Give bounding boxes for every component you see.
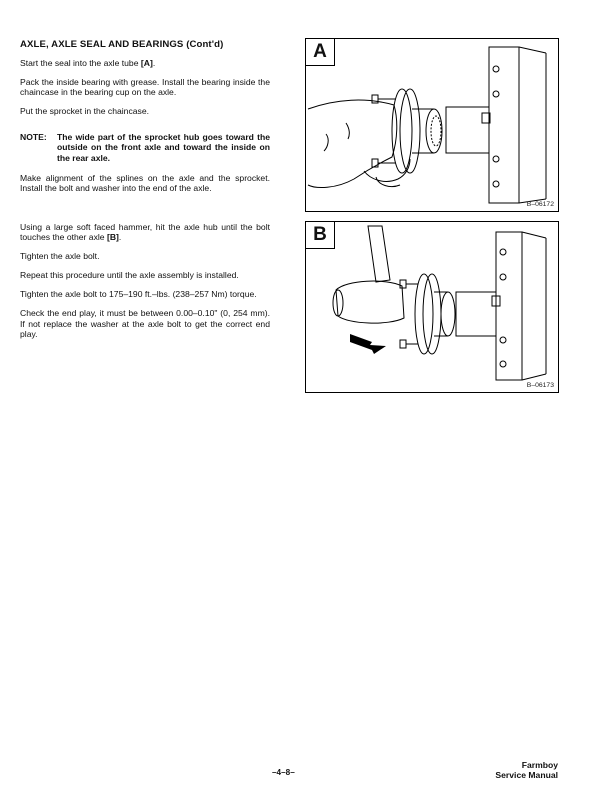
footer-brand-line2: Service Manual [495,770,558,780]
figure-a [305,38,559,212]
step-torque: Tighten the axle bolt to 175–190 ft.–lbs. (238–257 Nm) torque. [20,289,257,300]
step-end-play: Check the end play, it must be between 0.00–0.10" (0, 254 mm). If not replace the washer at the axle bolt to get the correct end play. [20,308,270,340]
figure-b-code: B–06173 [526,382,554,389]
note-text: The wide part of the sprocket hub goes toward the outside on the front axle and toward the inside on the rear axle. [57,132,270,163]
figure-b [305,221,559,393]
note-label: NOTE: [20,132,47,142]
figure-a-illustration [306,39,558,211]
steps-top [20,58,270,125]
footer-brand-line1: Farmboy [521,760,558,770]
footer-brand [495,760,558,780]
step-repeat: Repeat this procedure until the axle assembly is installed. [20,270,239,281]
figure-a-letter: A [306,39,335,66]
step-tighten-bolt: Tighten the axle bolt. [20,251,100,262]
note-block [20,132,270,163]
step-start-seal: Start the seal into the axle tube [A]. [20,58,156,68]
step-alignment: Make alignment of the splines on the axle and the sprocket. Install the bolt and washer into the end of the axle. [20,173,270,194]
figure-ref-b: [B] [106,232,119,243]
steps-bottom [20,222,270,348]
step-pack-bearing: Pack the inside bearing with grease. Install the bearing inside the chaincase in the bearing cup on the axle. [20,77,270,98]
figure-a-code: B–06172 [526,201,554,208]
figure-b-letter: B [306,222,335,249]
figure-ref-a: [A] [140,58,153,68]
step-hammer-hub: Using a large soft faced hammer, hit the axle hub until the bolt touches the other axle [B]. [20,222,270,243]
step-put-sprocket: Put the sprocket in the chaincase. [20,106,149,117]
page-number: –4–8– [272,768,295,777]
section-heading: AXLE, AXLE SEAL AND BEARINGS (Cont'd) [20,39,224,50]
step-alignment-block [20,173,270,202]
figure-b-illustration [306,222,558,392]
